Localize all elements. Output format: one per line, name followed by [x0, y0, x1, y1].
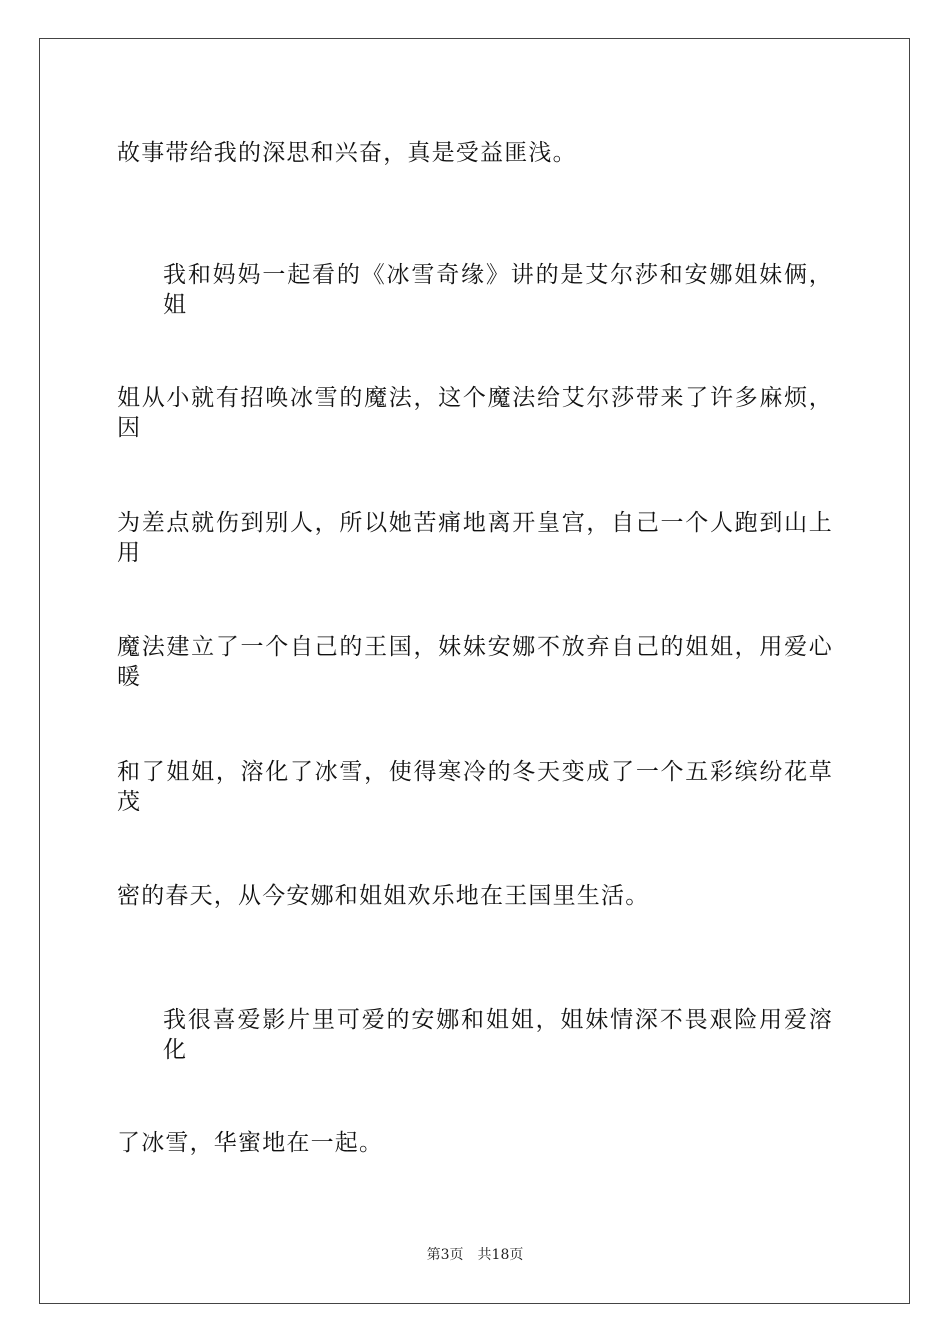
current-page-label: 第3页	[426, 1247, 464, 1263]
text-line-8: 我很喜爱影片里可爱的安娜和姐姐，姐妹情深不畏艰险用爱溶化	[163, 1007, 833, 1063]
text-line-3: 姐从小就有招唤冰雪的魔法，这个魔法给艾尔莎带来了许多麻烦，因	[117, 385, 833, 441]
text-line-5: 魔法建立了一个自己的王国，妹妹安娜不放弃自己的姐姐，用爱心暖	[117, 634, 833, 690]
total-pages-label: 共18页	[477, 1247, 524, 1263]
text-line-7: 密的春天，从今安娜和姐姐欢乐地在王国里生活。	[117, 883, 650, 909]
text-line-2: 我和妈妈一起看的《冰雪奇缘》讲的是艾尔莎和安娜姐妹俩，姐	[163, 262, 833, 318]
text-line-1: 故事带给我的深思和兴奋，真是受益匪浅。	[117, 140, 577, 166]
text-line-9: 了冰雪，华蜜地在一起。	[117, 1130, 384, 1156]
text-line-4: 为差点就伤到别人，所以她苦痛地离开皇宫，自己一个人跑到山上用	[117, 510, 833, 566]
page-footer	[0, 1246, 950, 1264]
text-line-6: 和了姐姐，溶化了冰雪，使得寒冷的冬天变成了一个五彩缤纷花草茂	[117, 759, 833, 815]
